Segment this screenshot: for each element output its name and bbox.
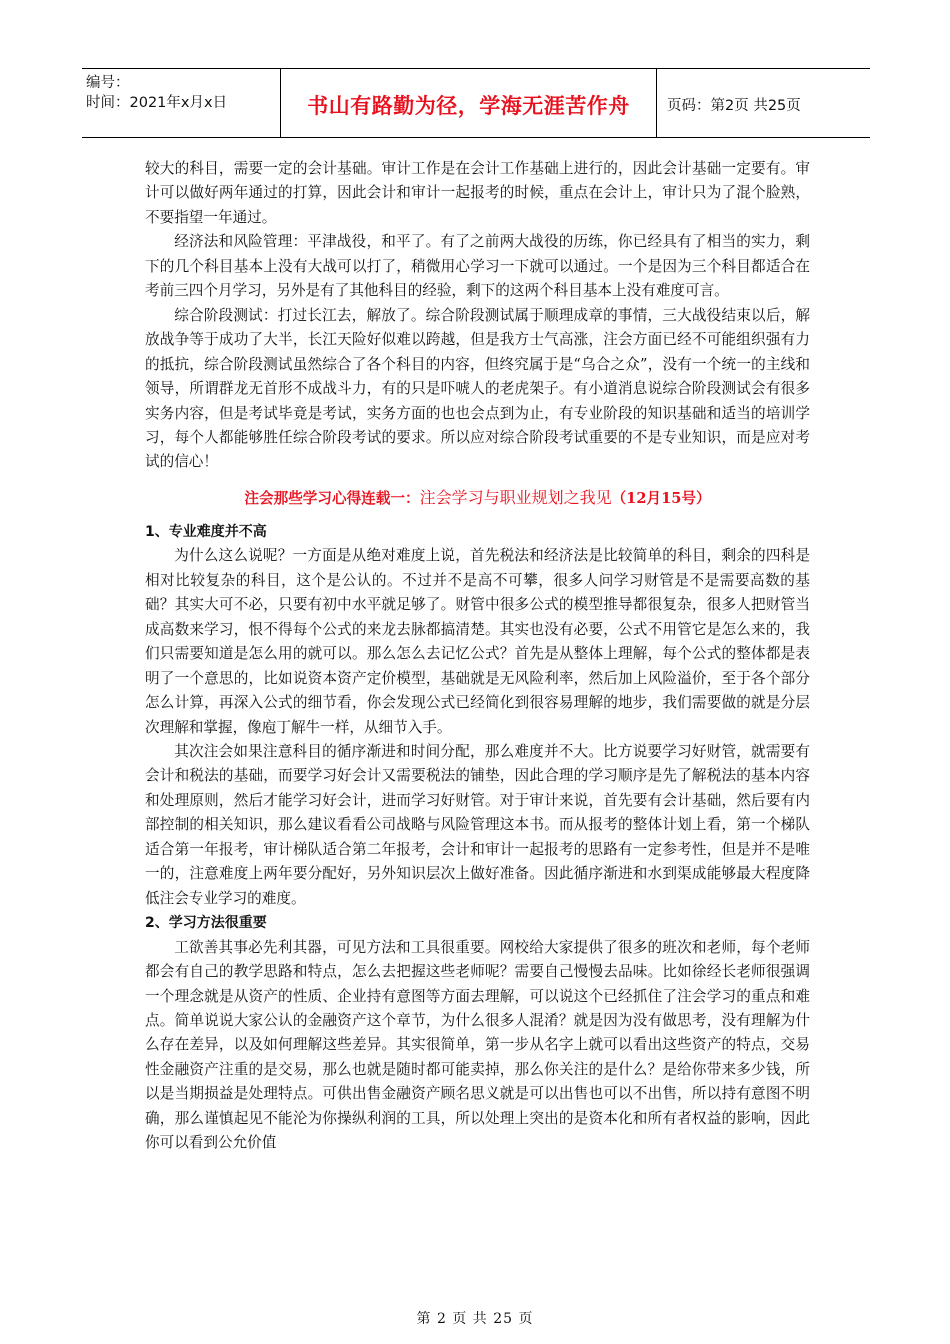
section-title-part2: 注会学习与职业规划之我见 — [419, 487, 612, 507]
subheading: 1、专业难度并不高 — [145, 523, 267, 540]
header-meta — [82, 69, 281, 137]
paragraph: 工欲善其事必先利其器，可见方法和工具很重要。网校给大家提供了很多的班次和老师，每个老师都会有自己的教学思路和特点，怎么去把握这些老师呢？需要自己慢慢去品味。比如徐经长老师很强调一个理念就是从资产的性质、企业持有意图等方面去理解，可以说这个已经抓住了注会学习的重点和难点。简单说说大家公认的金融资产这个章节，为什么很多人混淆？就是因为没有做思考，没有理解为什么存在差异，以及如何理解这些差异。其实很简单，第一步从名字上就可以看出这些资产的特点，交易性金融资产注重的是交易，那么也就是随时都可能卖掉，那么你关注的是什么？是给你带来多少钱，所以是当期损益是处理特点。可供出售金融资产顾名思义就是可以出售也可以不出售，所以持有意图不明确，那么谨慎起见不能沦为你操纵利润的工具，所以处理上突出的是资本化和所有者权益的影响，因此你可以看到公允价值 — [145, 938, 810, 1152]
header-motto: 书山有路勤为径，学海无涯苦作舟 — [307, 94, 630, 118]
paragraph: 其次注会如果注意科目的循序渐进和时间分配，那么难度并不大。比方说要学习好财管，就需要有会计和税法的基础，而要学习好会计又需要税法的铺垫，因此合理的学习顺序是先了解税法的基本内容和处理原则，然后才能学习好会计，进而学习好财管。对于审计来说，首先要有会计基础，然后要有内部控制的相关知识，那么建议看看公司战略与风险管理这本书。而从报考的整体计划上看，第一个梯队适合第一年报考，审计梯队适合第二年报考，会计和审计一起报考的思路有一定参考性，但是并不是唯一的，注意难度上两年要分配好，另外知识层次上做好准备。因此循序渐进和水到渠成能够最大程度降低注会专业学习的难度。 — [145, 742, 810, 907]
number-label: 编号： — [86, 75, 130, 91]
subheading: 2、学习方法很重要 — [145, 915, 267, 932]
paragraph: 为什么这么说呢？一方面是从绝对难度上说，首先税法和经济法是比较简单的科目，剩余的四科是相对比较复杂的科目，这个是公认的。不过并不是高不可攀，很多人问学习财管是不是需要高数的基础？其实大可不必，只要有初中水平就足够了。财管中很多公式的模型推导都很复杂，很多人把财管当成高数来学习，恨不得每个公式的来龙去脉都搞清楚。其实也没有必要，公式不用管它是怎么来的，我们只需要知道是怎么用的就可以。那么怎么去记忆公式？首先是从整体上理解，每个公式的整体都是表明了一个意思的，比如说资本资产定价模型，基础就是无风险利率，然后加上风险溢价，至于各个部分怎么计算，再深入公式的细节看，你会发现公式已经简化到很容易理解的地步，我们需要做的就是分层次理解和掌握，像庖丁解牛一样，从细节入手。 — [145, 547, 810, 736]
page-footer: 第 2 页 共 25 页 — [416, 1311, 534, 1327]
paragraph: 经济法和风险管理：平津战役，和平了。有了之前两大战役的历练，你已经具有了相当的实力，剩下的几个科目基本上没有大战可以打了，稍微用心学习一下就可以通过。一个是因为三个科目都适合在考前三四个月学习，另外是有了其他科目的经验，剩下的这两个科目基本上没有难度可言。 — [145, 233, 810, 300]
header-page-info: 页码：第2页 共25页 — [667, 97, 801, 114]
page-header — [82, 68, 870, 138]
header-motto-cell — [281, 69, 657, 137]
time-label: 时间：2021年x月x日 — [86, 95, 228, 111]
section-title-part1: 注会那些学习心得连载一： — [244, 489, 420, 507]
section-title — [145, 485, 810, 512]
paragraph: 综合阶段测试：打过长江去，解放了。综合阶段测试属于顺理成章的事情，三大战役结束以后，解放战争等于成功了大半，长江天险好似难以跨越，但是我方士气高涨，注会方面已经不可能组织强有力的抵抗，综合阶段测试虽然综合了各个科目的内容，但终究属于是“乌合之众”，没有一个统一的主线和领导，所谓群龙无首形不成战斗力，有的只是吓唬人的老虎架子。有小道消息说综合阶段测试会有很多实务内容，但是考试毕竟是考试，实务方面的也也会点到为止，有专业阶段的知识基础和适当的培训学习，每个人都能够胜任综合阶段考试的要求。所以应对综合阶段考试重要的不是专业知识，而是应对考试的信心！ — [145, 306, 810, 471]
section-title-part3: （12月15号） — [611, 489, 711, 507]
paragraph: 较大的科目，需要一定的会计基础。审计工作是在会计工作基础上进行的，因此会计基础一定要有。审计可以做好两年通过的打算，因此会计和审计一起报考的时候，重点在会计上，审计只为了混个脸熟，不要指望一年通过。 — [145, 160, 810, 226]
document-body — [145, 157, 810, 1156]
